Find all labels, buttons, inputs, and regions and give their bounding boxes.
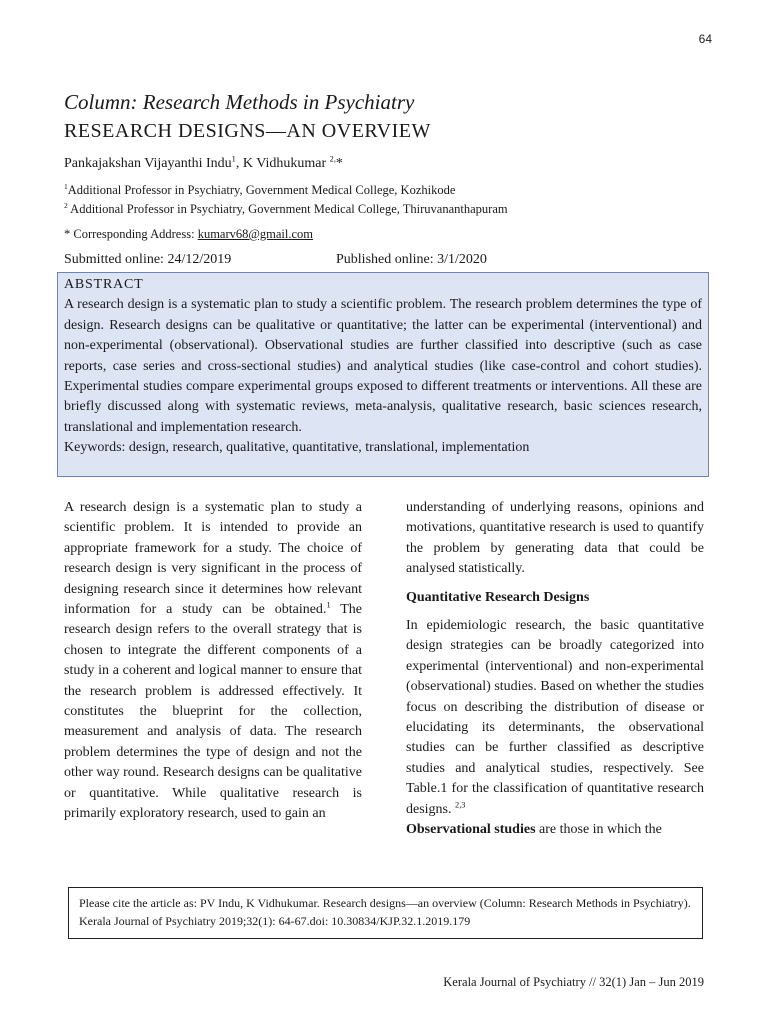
affiliation-text: Additional Professor in Psychiatry, Government Medical College, Kozhikode xyxy=(67,183,456,197)
corresponding-asterisk: * xyxy=(335,156,343,171)
column-title: Column: Research Methods in Psychiatry xyxy=(64,90,415,114)
body-paragraph: understanding of underlying reasons, opinions and motivations, quantitative research is used to quantify the problem by generating data that could be analysed statistically. xyxy=(406,500,704,577)
affiliation-number: 1 xyxy=(64,181,68,191)
affiliation-marker: 1 xyxy=(231,154,236,164)
journal-footer: Kerala Journal of Psychiatry // 32(1) Jan – Jun 2019 xyxy=(443,975,704,989)
abstract-box xyxy=(57,272,709,477)
affiliation xyxy=(64,183,455,198)
keywords: Keywords: design, research, qualitative, quantitative, translational, implementation xyxy=(64,440,530,456)
paragraph-text: A research design is a systematic plan to study a scientific problem. It is intended to provide an appropriate framework for a study. The choice of research design is very significant in the process of designing research since it determines how relevant information for a study can be obtained. xyxy=(64,500,362,618)
body-paragraph xyxy=(406,820,704,840)
abstract-text: A research design is a systematic plan to study a scientific problem. The research problem determines the type of design. Research designs can be qualitative or quantitative; the latter can be experimental (interventional) and non-experimental (observational). Observational studies are further classified into descriptive (such as case reports, case series and cross-sectional studies) and analytical studies (like case-control and cohort studies). Experimental studies compare experimental groups exposed to different treatments or interventions. All these are briefly discussed along with systematic reviews, meta-analysis, qualitative research, basic sciences research, translational and implementation research. xyxy=(64,297,702,435)
author-separator: , xyxy=(235,156,243,171)
reference-marker: 1 xyxy=(326,600,331,610)
article-title: RESEARCH DESIGNS—AN OVERVIEW xyxy=(64,120,431,142)
author-name: K Vidhukumar xyxy=(242,156,330,171)
affiliation-text: Additional Professor in Psychiatry, Government Medical College, Thiruvananthapuram xyxy=(67,202,508,216)
affiliation xyxy=(64,202,508,217)
published-date: Published online: 3/1/2020 xyxy=(336,252,487,267)
body-column-right xyxy=(406,498,704,841)
bold-lead-text: Observational studies xyxy=(406,822,536,838)
affiliation-marker: 2, xyxy=(329,154,336,164)
section-heading: Quantitative Research Designs xyxy=(406,589,590,605)
reference-marker: 2,3 xyxy=(455,800,466,810)
body-paragraph xyxy=(406,616,704,820)
author-name: Pankajakshan Vijayanthi Indu xyxy=(64,156,232,171)
abstract-heading: ABSTRACT xyxy=(64,277,144,292)
body-column-left xyxy=(64,498,362,825)
paragraph-text: The research design refers to the overall strategy that is chosen to integrate the different components of a study in a coherent and logical manner to ensure that the research problem is addressed effectively. It constitutes the blueprint for the collection, measurement and analysis of data. The research problem determines the type of design and not the other way round. Research designs can be qualitative or quantitative. While qualitative research is primarily exploratory research, used to gain an xyxy=(64,602,362,822)
page-number: 64 xyxy=(698,32,712,46)
email-link[interactable]: kumarv68@gmail.com xyxy=(197,227,313,241)
paragraph-text: In epidemiologic research, the basic quantitative design strategies can be broadly categorized into experimental (interventional) and non-experimental (observational) studies. Based on whether the studies focus on describing the distribution of disease or elucidating its determinants, the observational studies can be further classified as descriptive studies and analytical studies, respectively. See Table.1 for the classification of quantitative research designs. xyxy=(406,618,704,817)
publication-dates xyxy=(64,252,487,268)
affiliation-number: 2 xyxy=(64,200,68,210)
author-list xyxy=(64,156,343,172)
submitted-date: Submitted online: 24/12/2019 xyxy=(64,252,232,267)
citation-box: Please cite the article as: PV Indu, K Vidhukumar. Research designs—an overview (Column: Research Methods in Psychiatry). Kerala Journal of Psychiatry 2019;32(1): 64-67.doi: 10.30834/KJP.32.1.2019.179 xyxy=(68,887,703,939)
body-paragraph xyxy=(64,498,362,825)
corresponding-address xyxy=(64,227,313,242)
corresponding-label: * Corresponding Address: xyxy=(64,227,198,241)
paragraph-text: are those in which the xyxy=(535,822,662,838)
